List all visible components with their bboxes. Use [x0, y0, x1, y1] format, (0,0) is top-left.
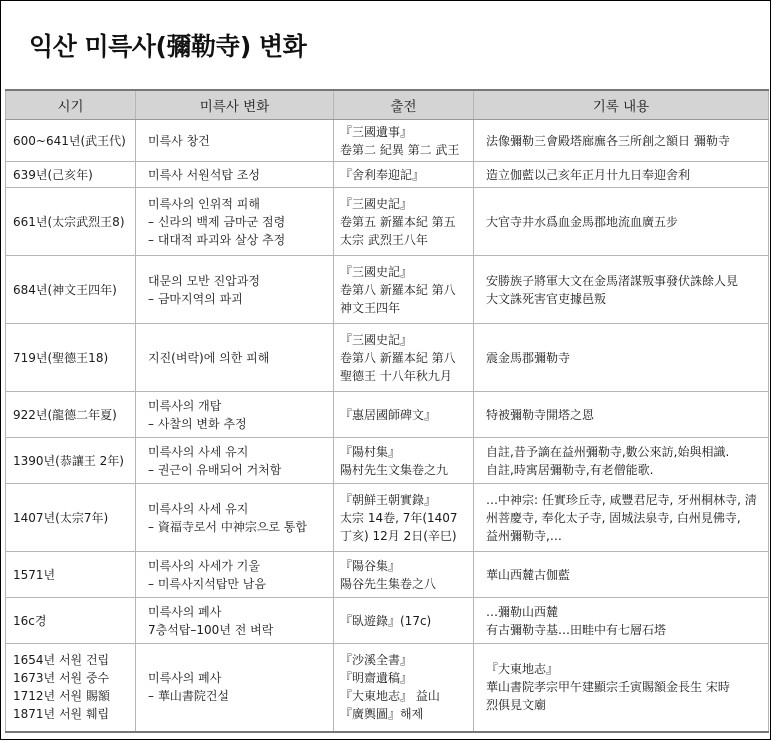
record-cell: 『大東地志』 華山書院孝宗甲午建顯宗壬寅賜額金長生 宋時 烈俱見文廟: [474, 644, 769, 732]
change-cell: 미륵사의 사세 유지 – 권근이 유배되어 거처함: [136, 438, 334, 484]
table-row: [6, 324, 769, 392]
table-row: [6, 256, 769, 324]
change-cell: 미륵사의 사세 유지 – 資福寺로서 中神宗으로 통합: [136, 484, 334, 552]
period-cell: 639년(己亥年): [6, 162, 136, 188]
record-cell: …彌勒山西麓 有古彌勒寺基…田畦中有七層石塔: [474, 598, 769, 644]
header-period: 시기: [6, 90, 136, 120]
table-row: [6, 188, 769, 256]
table-row: [6, 644, 769, 732]
change-cell: 미륵사의 사세가 기울 – 미륵사지석탑만 남음: [136, 552, 334, 598]
source-cell: 『舍利奉迎記』: [334, 162, 474, 188]
source-cell: 『朝鮮王朝實錄』 太宗 14卷, 7年(1407 丁亥) 12月 2日(辛巳): [334, 484, 474, 552]
source-cell: 『三國史記』 卷第八 新羅本紀 第八 聖德王 十八年秋九月: [334, 324, 474, 392]
period-cell: 719년(聖德王18): [6, 324, 136, 392]
record-cell: 法像彌勒三會殿塔廊廡各三所創之額日 彌勒寺: [474, 120, 769, 162]
period-cell: 16c경: [6, 598, 136, 644]
source-cell: 『三國史記』 卷第八 新羅本紀 第八 神文王四年: [334, 256, 474, 324]
change-cell: 미륵사 서원석탑 조성: [136, 162, 334, 188]
table-header-row: [6, 90, 769, 120]
record-cell: …中神宗: 任實珍丘寺, 咸豐君尼寺, 牙州桐林寺, 淸 州菩慶寺, 奉化太子寺, 固城法泉寺, 白州見佛寺, 益州彌勒寺,…: [474, 484, 769, 552]
record-cell: 造立伽藍以己亥年正月卄九日奉迎舍利: [474, 162, 769, 188]
page-title: 익산 미륵사(彌勒寺) 변화: [29, 32, 307, 61]
source-cell: 『陽村集』 陽村先生文集卷之九: [334, 438, 474, 484]
table-row: [6, 598, 769, 644]
period-cell: 922년(龍德二年夏): [6, 392, 136, 438]
header-source: 출전: [334, 90, 474, 120]
period-cell: 1407년(太宗7年): [6, 484, 136, 552]
header-record: 기록 내용: [474, 90, 769, 120]
table-row: [6, 392, 769, 438]
record-cell: 大官寺井水爲血金馬郡地流血廣五步: [474, 188, 769, 256]
source-cell: 『惠居國師碑文』: [334, 392, 474, 438]
history-table: [5, 89, 769, 733]
record-cell: 華山西麓古伽藍: [474, 552, 769, 598]
change-cell: 대문의 모반 진압과정 – 금마지역의 파괴: [136, 256, 334, 324]
source-cell: 『臥遊錄』(17c): [334, 598, 474, 644]
period-cell: 661년(太宗武烈王8): [6, 188, 136, 256]
period-cell: 1390년(恭讓王 2年): [6, 438, 136, 484]
record-cell: 自註,昔予謫在益州彌勒寺,數公來訪,始與相識. 自註,時寓居彌勒寺,有老僧能歌.: [474, 438, 769, 484]
period-cell: 1654년 서원 건립 1673년 서원 중수 1712년 서원 賜額 1871년 서원 훼립: [6, 644, 136, 732]
change-cell: 미륵사 창건: [136, 120, 334, 162]
record-cell: 特被彌勒寺開塔之恩: [474, 392, 769, 438]
source-cell: 『沙溪全書』 『明齋遺稿』 『大東地志』 益山 『廣輿圖』해제: [334, 644, 474, 732]
table-row: [6, 120, 769, 162]
change-cell: 지진(벼락)에 의한 피해: [136, 324, 334, 392]
period-cell: 600~641년(武王代): [6, 120, 136, 162]
change-cell: 미륵사의 인위적 피해 – 신라의 백제 금마군 점령 – 대대적 파괴와 살상 추정: [136, 188, 334, 256]
change-cell: 미륵사의 폐사 7층석탑–100년 전 벼락: [136, 598, 334, 644]
table-row: [6, 438, 769, 484]
change-cell: 미륵사의 폐사 – 華山書院건설: [136, 644, 334, 732]
source-cell: 『陽谷集』 陽谷先生集卷之八: [334, 552, 474, 598]
change-cell: 미륵사의 개탑 – 사찰의 변화 추정: [136, 392, 334, 438]
table-row: [6, 162, 769, 188]
period-cell: 1571년: [6, 552, 136, 598]
table-row: [6, 484, 769, 552]
header-change: 미륵사 변화: [136, 90, 334, 120]
record-cell: 安勝族子將軍大文在金馬渚謀叛事發伏誅餘人見 大文誅死害官吏據邑叛: [474, 256, 769, 324]
table-row: [6, 552, 769, 598]
source-cell: 『三國史記』 卷第五 新羅本紀 第五 太宗 武烈王八年: [334, 188, 474, 256]
source-cell: 『三國遺事』 卷第二 紀異 第二 武王: [334, 120, 474, 162]
period-cell: 684년(神文王四年): [6, 256, 136, 324]
record-cell: 震金馬郡彌勒寺: [474, 324, 769, 392]
